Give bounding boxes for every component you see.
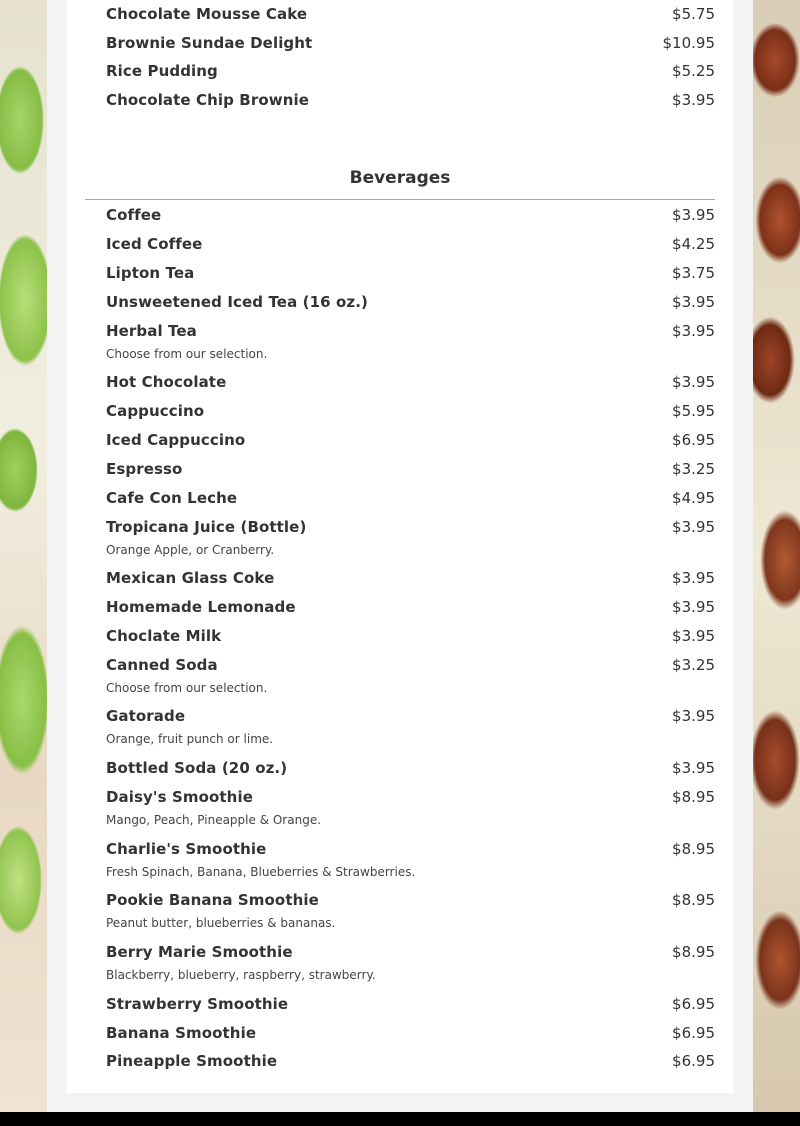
item-name: Unsweetened Iced Tea (16 oz.) xyxy=(106,293,368,311)
item-name: Homemade Lemonade xyxy=(106,598,296,616)
item-name: Canned Soda xyxy=(106,656,218,674)
item-name: Mexican Glass Coke xyxy=(106,569,275,587)
item-price: $6.95 xyxy=(672,995,715,1013)
item-description: Fresh Spinach, Banana, Blueberries & Strawberries. xyxy=(106,865,416,879)
item-name: Iced Coffee xyxy=(106,235,203,253)
item-price: $8.95 xyxy=(672,840,715,858)
item-name: Cafe Con Leche xyxy=(106,489,238,507)
item-description: Orange Apple, or Cranberry. xyxy=(106,543,275,557)
item-price: $3.95 xyxy=(672,627,715,645)
menu-item xyxy=(106,264,715,282)
item-price: $3.95 xyxy=(672,569,715,587)
item-name: Iced Cappuccino xyxy=(106,431,246,449)
menu-item xyxy=(106,1052,715,1070)
item-name: Strawberry Smoothie xyxy=(106,995,289,1013)
menu-item xyxy=(106,598,715,616)
menu-item xyxy=(106,373,715,391)
item-name: Bottled Soda (20 oz.) xyxy=(106,759,288,777)
item-name: Cappuccino xyxy=(106,402,205,420)
item-price: $5.75 xyxy=(672,5,715,23)
menu-item xyxy=(106,518,715,557)
menu-item xyxy=(106,431,715,449)
menu-item xyxy=(106,206,715,224)
menu-item xyxy=(106,402,715,420)
item-price: $5.25 xyxy=(672,62,715,80)
item-price: $10.95 xyxy=(662,34,715,52)
menu-item xyxy=(106,788,715,827)
item-description: Choose from our selection. xyxy=(106,347,268,361)
menu-item xyxy=(106,1024,715,1042)
menu-item xyxy=(106,91,715,109)
item-name: Herbal Tea xyxy=(106,322,197,340)
item-price: $3.95 xyxy=(672,206,715,224)
item-price: $3.95 xyxy=(672,293,715,311)
item-name: Berry Marie Smoothie xyxy=(106,943,293,961)
item-name: Hot Chocolate xyxy=(106,373,227,391)
item-price: $3.95 xyxy=(672,373,715,391)
item-name: Banana Smoothie xyxy=(106,1024,257,1042)
item-name: Pineapple Smoothie xyxy=(106,1052,278,1070)
menu-item xyxy=(106,293,715,311)
menu-item xyxy=(106,5,715,23)
menu-item xyxy=(106,995,715,1013)
item-price: $3.95 xyxy=(672,707,715,725)
item-price: $3.25 xyxy=(672,656,715,674)
item-name: Daisy's Smoothie xyxy=(106,788,253,806)
item-price: $8.95 xyxy=(672,891,715,909)
menu-item xyxy=(106,489,715,507)
item-name: Brownie Sundae Delight xyxy=(106,34,313,52)
item-price: $4.95 xyxy=(672,489,715,507)
menu-item xyxy=(106,235,715,253)
item-price: $8.95 xyxy=(672,788,715,806)
item-price: $3.95 xyxy=(672,322,715,340)
menu-item xyxy=(106,840,715,879)
item-price: $6.95 xyxy=(672,1024,715,1042)
menu-item xyxy=(106,707,715,746)
menu-item xyxy=(106,943,715,982)
item-name: Gatorade xyxy=(106,707,186,725)
menu-item xyxy=(106,322,715,361)
menu-item xyxy=(106,460,715,478)
section-title-beverages: Beverages xyxy=(349,168,451,188)
section-divider xyxy=(85,199,715,200)
item-name: Coffee xyxy=(106,206,162,224)
item-name: Espresso xyxy=(106,460,183,478)
item-price: $6.95 xyxy=(672,1052,715,1070)
item-name: Pookie Banana Smoothie xyxy=(106,891,319,909)
item-description: Blackberry, blueberry, raspberry, strawberry. xyxy=(106,968,376,982)
menu-item xyxy=(106,34,715,52)
item-name: Rice Pudding xyxy=(106,62,218,80)
item-price: $8.95 xyxy=(672,943,715,961)
menu-item xyxy=(106,656,715,695)
item-price: $3.95 xyxy=(672,91,715,109)
item-price: $6.95 xyxy=(672,431,715,449)
menu-item xyxy=(106,62,715,80)
item-price: $3.95 xyxy=(672,518,715,536)
item-description: Choose from our selection. xyxy=(106,681,268,695)
item-name: Chocolate Chip Brownie xyxy=(106,91,309,109)
bottom-bar xyxy=(0,1112,800,1126)
item-price: $5.95 xyxy=(672,402,715,420)
item-price: $3.95 xyxy=(672,759,715,777)
menu-item xyxy=(106,569,715,587)
item-description: Peanut butter, blueberries & bananas. xyxy=(106,916,336,930)
item-name: Tropicana Juice (Bottle) xyxy=(106,518,307,536)
item-name: Lipton Tea xyxy=(106,264,195,282)
item-price: $3.75 xyxy=(672,264,715,282)
menu-item xyxy=(106,759,715,777)
item-name: Choclate Milk xyxy=(106,627,222,645)
item-description: Mango, Peach, Pineapple & Orange. xyxy=(106,813,322,827)
item-description: Orange, fruit punch or lime. xyxy=(106,732,274,746)
menu-item xyxy=(106,891,715,930)
item-name: Chocolate Mousse Cake xyxy=(106,5,308,23)
item-name: Charlie's Smoothie xyxy=(106,840,267,858)
item-price: $3.95 xyxy=(672,598,715,616)
item-price: $4.25 xyxy=(672,235,715,253)
menu-item xyxy=(106,627,715,645)
item-price: $3.25 xyxy=(672,460,715,478)
